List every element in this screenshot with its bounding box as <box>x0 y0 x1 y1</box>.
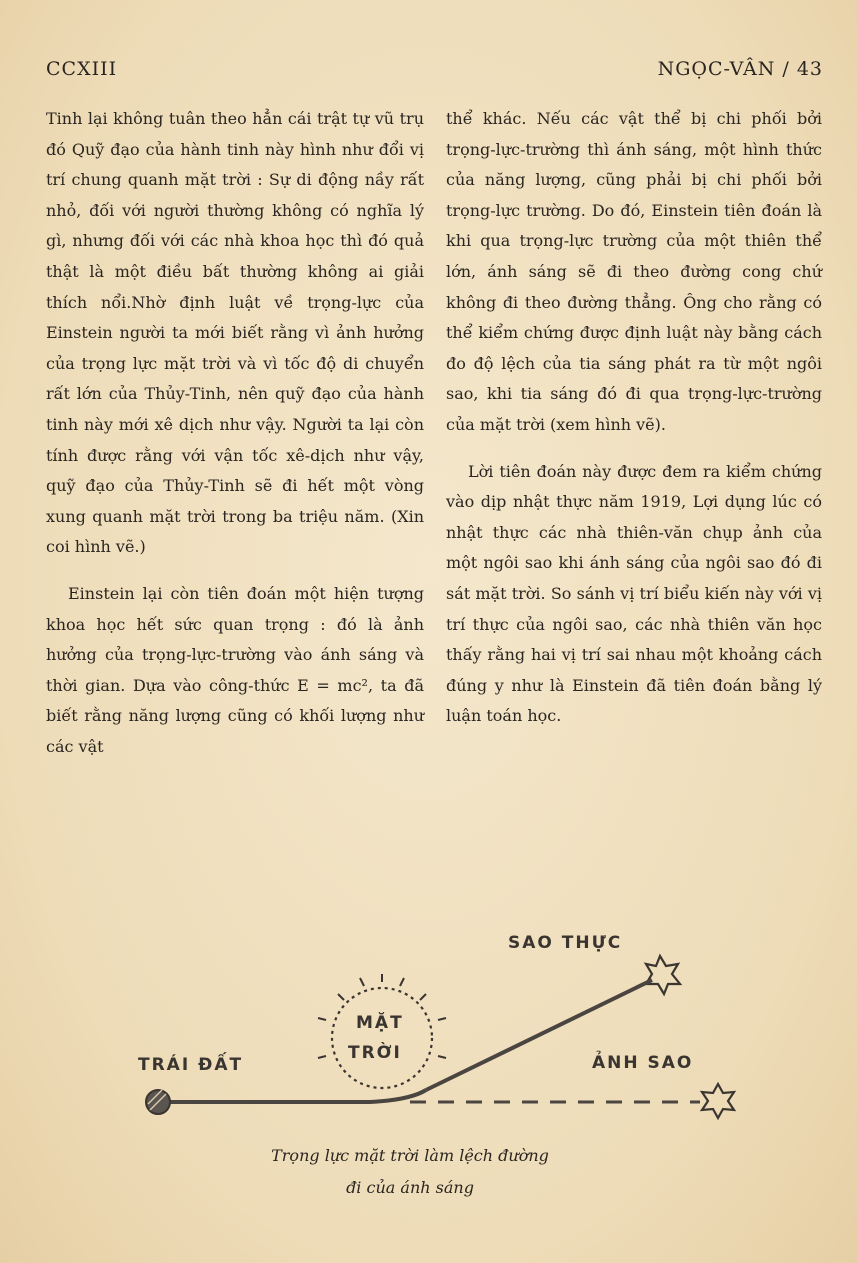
running-head-page-number: NGỌC-VÂN / 43 <box>657 58 823 80</box>
caption-line: đi của ánh sáng <box>346 1178 474 1197</box>
true-star-icon <box>646 956 680 994</box>
apparent-star-icon <box>702 1084 734 1118</box>
sun-label-line1: MẶT <box>356 1013 404 1033</box>
chapter-number: CCXIII <box>46 58 118 80</box>
figure-caption <box>150 1140 670 1204</box>
earth-icon <box>146 1090 170 1114</box>
bent-light-path <box>164 1090 426 1102</box>
apparent-star-label: ẢNH SAO <box>592 1053 694 1073</box>
sun-label-line2: TRỜI <box>348 1043 402 1063</box>
left-column <box>46 104 424 762</box>
caption-line: Trọng lực mặt trời làm lệch đường <box>271 1146 549 1165</box>
true-light-path <box>426 980 652 1090</box>
paragraph: Lời tiên đoán này được đem ra kiểm chứng vào dịp nhật thực năm 1919, Lợi dụng lúc có nhật thực các nhà thiên-văn chụp ảnh của một ngôi sao khi ánh sáng của ngôi sao đó đi sát mặt trời. So sánh vị trí biểu kiến này với vị trí thực của ngôi sao, các nhà thiên văn học thấy rằng hai vị trí sai nhau một khoảng cách đúng y như là Einstein đã tiên đoán bằng lý luận toán học. <box>446 461 822 726</box>
paragraph: Tinh lại không tuân theo hẳn cái trật tự vũ trụ đó Quỹ đạo của hành tinh này hình như đổi vị trí chung quanh mặt trời : Sự di động nầy rất nhỏ, đối với người thường không có nghĩa lý gì, nhưng đối với các nhà khoa học thì đó quả thật là một điều bất thường không ai giải thích nổi.Nhờ định luật về trọng-lực của Einstein người ta mới biết rằng vì ảnh hưởng của trọng lực mặt trời và vì tốc độ di chuyển rất lớn của Thủy-Tinh, nên quỹ đạo của hành tinh này mới xê dịch như vậy. Người ta lại còn tính được rằng với vận tốc xê-dịch như vậy, quỹ đạo của Thủy-Tinh sẽ đi hết một vòng xung quanh mặt trời trong ba triệu năm. (Xin coi hình vẽ.) <box>46 109 424 557</box>
right-column <box>446 104 822 732</box>
light-deflection-diagram <box>120 910 760 1140</box>
earth-label: TRÁI ĐẤT <box>138 1055 244 1075</box>
paragraph: thể khác. Nếu các vật thể bị chi phối bởi trọng-lực-trường thì ánh sáng, một hình thức của năng lượng, cũng phải bị chi phối bởi trọng-lực trường. Do đó, Einstein tiên đoán là khi qua trọng-lực trường của một thiên thể lớn, ánh sáng sẽ đi theo đường cong chứ không đi theo đường thẳng. Ông cho rằng có thể kiểm chứng được định luật này bằng cách đo độ lệch của tia sáng phát ra từ một ngôi sao, khi tia sáng đó đi qua trọng-lực-trường của mặt trời (xem hình vẽ). <box>446 109 822 434</box>
paragraph: Einstein lại còn tiên đoán một hiện tượng khoa học hết sức quan trọng : đó là ảnh hưởng của trọng-lực-trường vào ánh sáng và thời gian. Dựa vào công-thức E = mc², ta đã biết rằng năng lượng cũng có khối lượng như các vật <box>46 583 424 756</box>
true-star-label: SAO THỰC <box>508 933 623 953</box>
